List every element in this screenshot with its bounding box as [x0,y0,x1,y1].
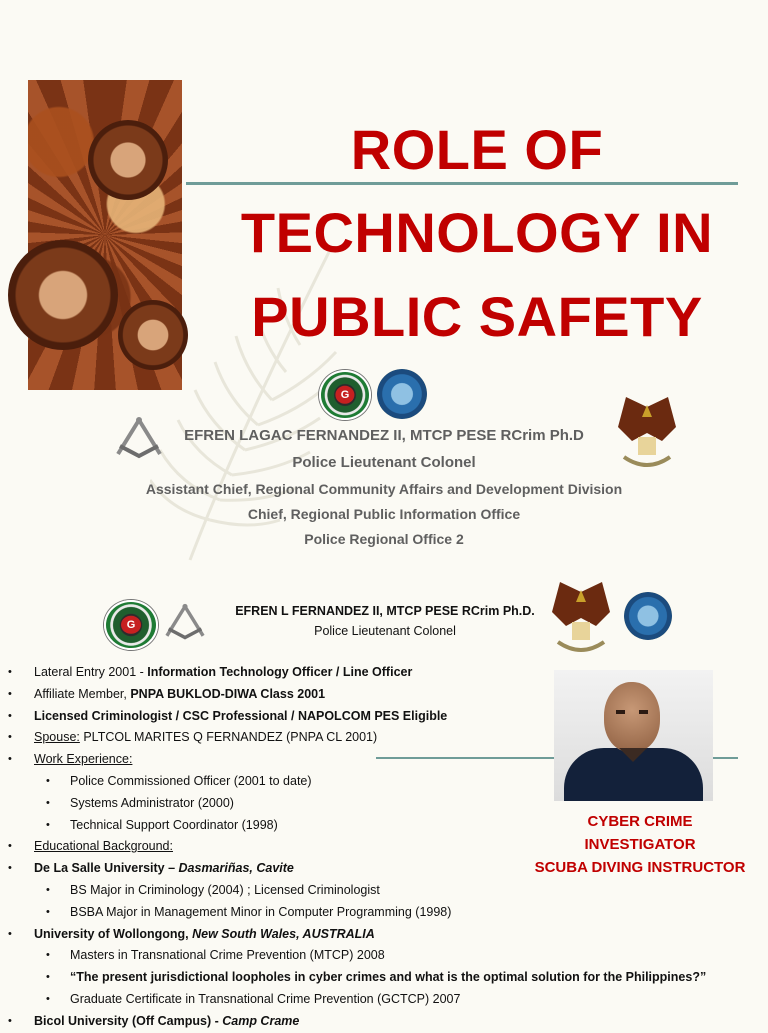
officer-rank: Police Lieutenant Colonel [292,454,476,471]
bullet-glyph: • [46,796,50,809]
bullet-text: De La Salle University – Dasmariñas, Cavite [34,861,294,876]
bullet-item [0,924,720,946]
role-line-1: CYBER CRIME [587,813,693,830]
bullet-glyph: • [46,905,50,918]
bullet-glyph: • [8,927,12,940]
bullet-item [0,815,720,837]
bullet-text: Work Experience: [34,752,133,767]
bullet-item [0,880,720,902]
bullet-text: Masters in Transnational Crime Prevention (MTCP) 2008 [70,948,385,963]
position-line-1: Assistant Chief, Regional Community Affairs and Development Division [145,481,623,497]
bullet-item [0,771,720,793]
agency-seal-icon-small [624,592,672,640]
bullet-glyph: • [8,753,12,766]
profile-rank: Police Lieutenant Colonel [314,624,456,638]
office-line: Police Regional Office 2 [304,531,464,547]
bullet-text: Police Commissioned Officer (2001 to date) [70,773,312,788]
profile-bullet-list [0,662,720,1033]
slide-title-line-2: TECHNOLOGY IN [240,201,714,264]
bullet-text: Lateral Entry 2001 - Information Technology Officer / Line Officer [34,665,413,679]
bullet-item [0,989,720,1011]
bullet-text: University of Wollongong, New South Wales, AUSTRALIA [34,926,375,941]
bullet-text: Bicol University (Off Campus) - Camp Crame [34,1013,300,1028]
rusty-gears-photo [28,80,182,390]
bullet-text: Spouse: PLTCOL MARITES Q FERNANDEZ (PNPA CL 2001) [34,730,378,745]
bullet-item [0,945,720,967]
position-line-2: Chief, Regional Public Information Office [247,506,521,522]
bullet-text: BS Major in Criminology (2004) ; Licensed Criminologist [70,882,380,897]
bullet-item [0,727,720,749]
bullet-glyph: • [46,971,50,984]
bullet-item [0,749,720,771]
bullet-text: Educational Background: [34,839,173,854]
bullet-text: Affiliate Member, PNPA BUKLOD-DIWA Class 2001 [34,686,326,701]
bullet-glyph: • [46,883,50,896]
bullet-item [0,902,720,924]
bullet-glyph: • [8,687,12,700]
bullet-text: “The present jurisdictional loopholes in cyber crimes and what is the optimal solution for the Philippines?” [70,970,707,985]
bullet-glyph: • [46,992,50,1005]
bullet-glyph: • [8,709,12,722]
masonic-compass-icon-small [160,600,210,644]
bullet-glyph: • [8,840,12,853]
bullet-text: Systems Administrator (2000) [70,795,234,810]
pnp-seal-icon-small: G [104,600,158,650]
bullet-item [0,858,720,880]
pnp-seal-icon: G [319,370,371,420]
slide-title-line-1: ROLE OF [350,118,604,181]
bullet-glyph: • [46,949,50,962]
bullet-text: Licensed Criminologist / CSC Professional / NAPOLCOM PES Eligible [34,708,448,723]
bullet-glyph: • [8,1014,12,1027]
bullet-item [0,1011,720,1033]
bullet-glyph: • [8,862,12,875]
role-line-3: SCUBA DIVING INSTRUCTOR [534,859,746,876]
bullet-item [0,793,720,815]
bullet-text: BSBA Major in Management Minor in Computer Programming (1998) [70,904,452,919]
bullet-item [0,967,720,989]
bullet-glyph: • [8,666,12,678]
bullet-item [0,684,720,706]
bullet-glyph: • [8,731,12,744]
bullet-glyph: • [46,774,50,787]
bullet-text: Technical Support Coordinator (1998) [70,817,278,832]
bullet-text: Graduate Certificate in Transnational Crime Prevention (GCTCP) 2007 [70,991,461,1006]
bullet-item [0,836,720,858]
bullet-item [0,662,720,684]
bullet-glyph: • [46,818,50,831]
role-line-2: INVESTIGATOR [584,836,696,853]
bullet-item [0,706,720,728]
officer-name: EFREN LAGAC FERNANDEZ II, MTCP PESE RCrim Ph.D [184,427,584,444]
double-eagle-emblem-icon-small [550,582,612,658]
slide-title-line-3: PUBLIC SAFETY [251,285,703,348]
agency-seal-icon [377,369,427,419]
profile-name: EFREN L FERNANDEZ II, MTCP PESE RCrim Ph.D. [235,604,535,618]
